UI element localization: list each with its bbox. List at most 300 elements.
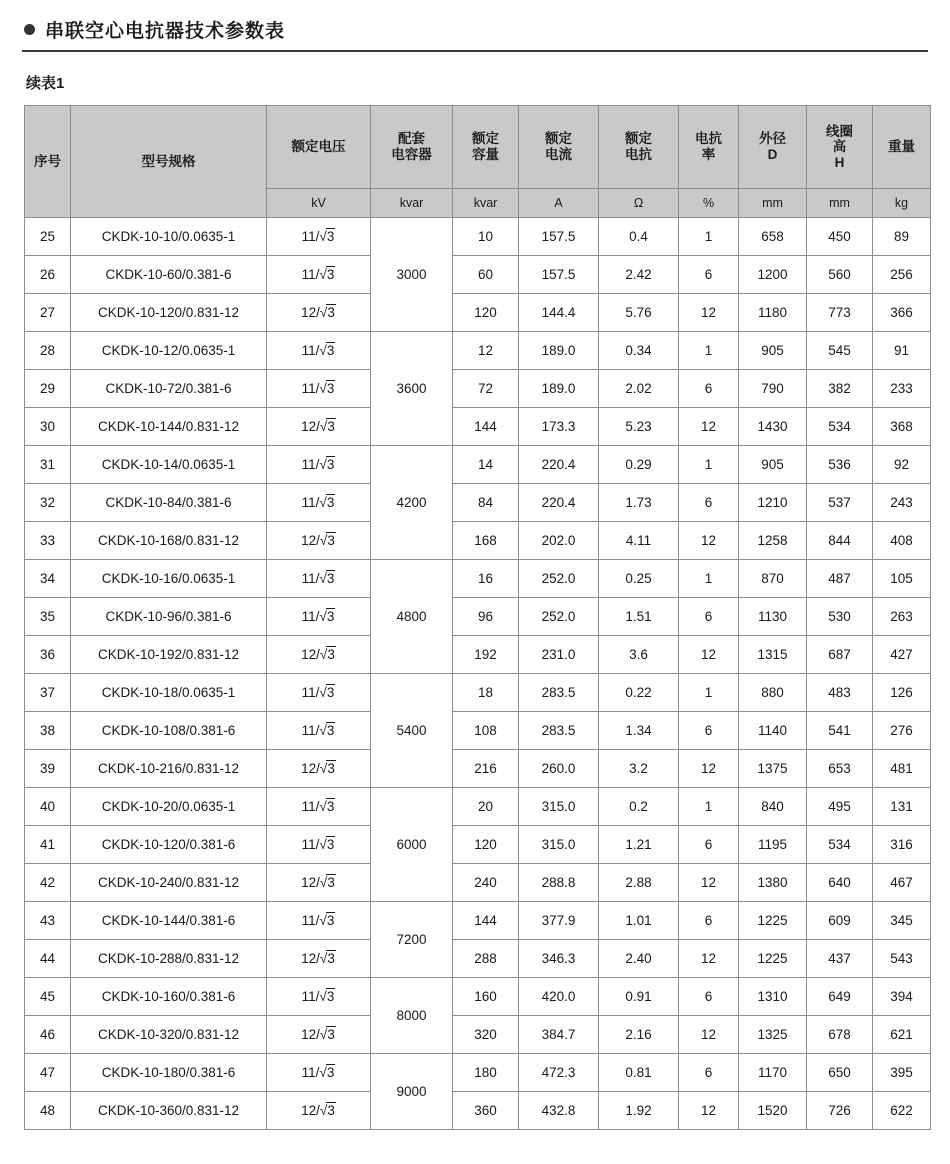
cell-model: CKDK-10-168/0.831-12 bbox=[71, 522, 267, 560]
cell-coil-height: 678 bbox=[807, 1016, 873, 1054]
cell-outer-diameter: 1310 bbox=[739, 978, 807, 1016]
cell-coil-height: 545 bbox=[807, 332, 873, 370]
cell-rated-current: 202.0 bbox=[519, 522, 599, 560]
cell-rated-reactance: 0.25 bbox=[599, 560, 679, 598]
cell-model: CKDK-10-18/0.0635-1 bbox=[71, 674, 267, 712]
cell-coil-height: 650 bbox=[807, 1054, 873, 1092]
cell-outer-diameter: 790 bbox=[739, 370, 807, 408]
cell-rated-current: 472.3 bbox=[519, 1054, 599, 1092]
cell-index: 37 bbox=[25, 674, 71, 712]
unit-reactance-rate: % bbox=[679, 189, 739, 218]
cell-rated-capacity: 84 bbox=[453, 484, 519, 522]
cell-index: 48 bbox=[25, 1092, 71, 1130]
cell-voltage: 12/√3 bbox=[267, 864, 371, 902]
page-title: 串联空心电抗器技术参数表 bbox=[45, 21, 286, 42]
cell-reactance-rate: 12 bbox=[679, 864, 739, 902]
cell-rated-capacity: 180 bbox=[453, 1054, 519, 1092]
cell-rated-capacity: 14 bbox=[453, 446, 519, 484]
cell-outer-diameter: 1130 bbox=[739, 598, 807, 636]
cell-capacitor: 3000 bbox=[371, 218, 453, 332]
cell-weight: 481 bbox=[873, 750, 931, 788]
cell-outer-diameter: 1375 bbox=[739, 750, 807, 788]
cell-reactance-rate: 1 bbox=[679, 446, 739, 484]
cell-reactance-rate: 6 bbox=[679, 902, 739, 940]
cell-rated-reactance: 1.92 bbox=[599, 1092, 679, 1130]
table-row bbox=[25, 1016, 931, 1054]
cell-reactance-rate: 12 bbox=[679, 1092, 739, 1130]
cell-coil-height: 653 bbox=[807, 750, 873, 788]
cell-coil-height: 437 bbox=[807, 940, 873, 978]
col-header-capacitor bbox=[371, 106, 453, 189]
cell-weight: 316 bbox=[873, 826, 931, 864]
table-row bbox=[25, 902, 931, 940]
cell-rated-current: 432.8 bbox=[519, 1092, 599, 1130]
cell-model: CKDK-10-144/0.831-12 bbox=[71, 408, 267, 446]
cell-rated-current: 315.0 bbox=[519, 788, 599, 826]
cell-model: CKDK-10-16/0.0635-1 bbox=[71, 560, 267, 598]
cell-index: 43 bbox=[25, 902, 71, 940]
col-header-rated-reactance bbox=[599, 106, 679, 189]
cell-model: CKDK-10-108/0.381-6 bbox=[71, 712, 267, 750]
col-header-outer-diameter bbox=[739, 106, 807, 189]
cell-outer-diameter: 1325 bbox=[739, 1016, 807, 1054]
cell-index: 32 bbox=[25, 484, 71, 522]
cell-capacitor: 9000 bbox=[371, 1054, 453, 1130]
cell-rated-capacity: 360 bbox=[453, 1092, 519, 1130]
col-header-reactance-rate-line2: 率 bbox=[701, 147, 716, 162]
col-header-capacitor-line1: 配套 bbox=[398, 131, 425, 147]
cell-reactance-rate: 12 bbox=[679, 750, 739, 788]
cell-weight: 467 bbox=[873, 864, 931, 902]
cell-index: 34 bbox=[25, 560, 71, 598]
cell-weight: 126 bbox=[873, 674, 931, 712]
cell-rated-current: 252.0 bbox=[519, 560, 599, 598]
cell-weight: 621 bbox=[873, 1016, 931, 1054]
cell-outer-diameter: 880 bbox=[739, 674, 807, 712]
cell-weight: 394 bbox=[873, 978, 931, 1016]
col-header-rated-reactance-line1: 额定 bbox=[625, 131, 652, 147]
cell-outer-diameter: 870 bbox=[739, 560, 807, 598]
cell-outer-diameter: 840 bbox=[739, 788, 807, 826]
cell-rated-capacity: 160 bbox=[453, 978, 519, 1016]
cell-rated-current: 283.5 bbox=[519, 674, 599, 712]
col-header-coil-height bbox=[807, 106, 873, 189]
cell-model: CKDK-10-160/0.381-6 bbox=[71, 978, 267, 1016]
unit-rated-current: A bbox=[519, 189, 599, 218]
cell-rated-current: 384.7 bbox=[519, 1016, 599, 1054]
cell-rated-reactance: 1.21 bbox=[599, 826, 679, 864]
cell-outer-diameter: 905 bbox=[739, 332, 807, 370]
col-header-rated-capacity-line1: 额定 bbox=[472, 131, 499, 147]
cell-model: CKDK-10-180/0.381-6 bbox=[71, 1054, 267, 1092]
cell-rated-reactance: 2.40 bbox=[599, 940, 679, 978]
cell-weight: 243 bbox=[873, 484, 931, 522]
cell-reactance-rate: 6 bbox=[679, 826, 739, 864]
cell-model: CKDK-10-12/0.0635-1 bbox=[71, 332, 267, 370]
cell-voltage: 11/√3 bbox=[267, 560, 371, 598]
col-header-reactance-rate bbox=[679, 106, 739, 189]
col-header-voltage: 额定电压 bbox=[267, 106, 371, 189]
cell-voltage: 12/√3 bbox=[267, 294, 371, 332]
cell-outer-diameter: 1200 bbox=[739, 256, 807, 294]
cell-rated-reactance: 5.76 bbox=[599, 294, 679, 332]
cell-rated-current: 346.3 bbox=[519, 940, 599, 978]
cell-reactance-rate: 6 bbox=[679, 256, 739, 294]
cell-reactance-rate: 1 bbox=[679, 674, 739, 712]
col-header-rated-reactance-line2: 电抗 bbox=[625, 147, 652, 162]
cell-voltage: 11/√3 bbox=[267, 256, 371, 294]
cell-capacitor: 7200 bbox=[371, 902, 453, 978]
cell-reactance-rate: 1 bbox=[679, 560, 739, 598]
cell-rated-current: 315.0 bbox=[519, 826, 599, 864]
cell-capacitor: 6000 bbox=[371, 788, 453, 902]
cell-rated-reactance: 0.2 bbox=[599, 788, 679, 826]
cell-model: CKDK-10-14/0.0635-1 bbox=[71, 446, 267, 484]
cell-weight: 366 bbox=[873, 294, 931, 332]
col-header-rated-current-line2: 电流 bbox=[545, 147, 572, 162]
cell-weight: 395 bbox=[873, 1054, 931, 1092]
table-row bbox=[25, 294, 931, 332]
cell-rated-capacity: 320 bbox=[453, 1016, 519, 1054]
cell-model: CKDK-10-96/0.381-6 bbox=[71, 598, 267, 636]
table-body bbox=[25, 218, 931, 1130]
cell-reactance-rate: 12 bbox=[679, 522, 739, 560]
col-header-coil-height-line2: 高 bbox=[832, 139, 847, 155]
cell-coil-height: 534 bbox=[807, 408, 873, 446]
cell-rated-capacity: 288 bbox=[453, 940, 519, 978]
unit-capacitor: kvar bbox=[371, 189, 453, 218]
cell-voltage: 11/√3 bbox=[267, 446, 371, 484]
cell-rated-reactance: 4.11 bbox=[599, 522, 679, 560]
cell-index: 35 bbox=[25, 598, 71, 636]
table-row bbox=[25, 408, 931, 446]
cell-rated-current: 157.5 bbox=[519, 218, 599, 256]
cell-voltage: 11/√3 bbox=[267, 826, 371, 864]
cell-voltage: 12/√3 bbox=[267, 522, 371, 560]
cell-reactance-rate: 6 bbox=[679, 978, 739, 1016]
cell-outer-diameter: 905 bbox=[739, 446, 807, 484]
cell-coil-height: 487 bbox=[807, 560, 873, 598]
cell-rated-reactance: 1.51 bbox=[599, 598, 679, 636]
cell-voltage: 11/√3 bbox=[267, 674, 371, 712]
cell-model: CKDK-10-192/0.831-12 bbox=[71, 636, 267, 674]
cell-rated-capacity: 108 bbox=[453, 712, 519, 750]
cell-rated-capacity: 20 bbox=[453, 788, 519, 826]
cell-voltage: 11/√3 bbox=[267, 218, 371, 256]
table-head bbox=[25, 106, 931, 218]
cell-model: CKDK-10-144/0.381-6 bbox=[71, 902, 267, 940]
cell-voltage: 11/√3 bbox=[267, 788, 371, 826]
cell-outer-diameter: 1195 bbox=[739, 826, 807, 864]
cell-voltage: 11/√3 bbox=[267, 1054, 371, 1092]
table-row bbox=[25, 978, 931, 1016]
col-header-index: 序号 bbox=[25, 106, 71, 218]
col-header-rated-current-line1: 额定 bbox=[545, 131, 572, 147]
cell-reactance-rate: 1 bbox=[679, 788, 739, 826]
cell-rated-capacity: 16 bbox=[453, 560, 519, 598]
cell-index: 45 bbox=[25, 978, 71, 1016]
unit-rated-reactance: Ω bbox=[599, 189, 679, 218]
table-row bbox=[25, 712, 931, 750]
cell-weight: 131 bbox=[873, 788, 931, 826]
unit-weight: kg bbox=[873, 189, 931, 218]
cell-voltage: 11/√3 bbox=[267, 332, 371, 370]
cell-rated-capacity: 96 bbox=[453, 598, 519, 636]
cell-coil-height: 382 bbox=[807, 370, 873, 408]
cell-index: 27 bbox=[25, 294, 71, 332]
cell-rated-current: 283.5 bbox=[519, 712, 599, 750]
cell-voltage: 11/√3 bbox=[267, 712, 371, 750]
cell-weight: 263 bbox=[873, 598, 931, 636]
col-header-rated-capacity-line2: 容量 bbox=[472, 147, 499, 162]
cell-rated-capacity: 168 bbox=[453, 522, 519, 560]
cell-model: CKDK-10-60/0.381-6 bbox=[71, 256, 267, 294]
table-row bbox=[25, 788, 931, 826]
cell-reactance-rate: 6 bbox=[679, 484, 739, 522]
cell-index: 42 bbox=[25, 864, 71, 902]
cell-voltage: 11/√3 bbox=[267, 484, 371, 522]
cell-voltage: 11/√3 bbox=[267, 978, 371, 1016]
cell-outer-diameter: 1380 bbox=[739, 864, 807, 902]
cell-outer-diameter: 1430 bbox=[739, 408, 807, 446]
unit-voltage: kV bbox=[267, 189, 371, 218]
cell-model: CKDK-10-72/0.381-6 bbox=[71, 370, 267, 408]
cell-rated-capacity: 144 bbox=[453, 902, 519, 940]
cell-rated-capacity: 120 bbox=[453, 294, 519, 332]
cell-coil-height: 609 bbox=[807, 902, 873, 940]
cell-weight: 92 bbox=[873, 446, 931, 484]
table-row bbox=[25, 598, 931, 636]
cell-weight: 368 bbox=[873, 408, 931, 446]
cell-coil-height: 495 bbox=[807, 788, 873, 826]
cell-voltage: 11/√3 bbox=[267, 598, 371, 636]
cell-rated-capacity: 18 bbox=[453, 674, 519, 712]
col-header-outer-diameter-line2: D bbox=[767, 147, 778, 162]
cell-rated-capacity: 12 bbox=[453, 332, 519, 370]
cell-weight: 89 bbox=[873, 218, 931, 256]
cell-rated-reactance: 0.22 bbox=[599, 674, 679, 712]
cell-rated-current: 157.5 bbox=[519, 256, 599, 294]
cell-rated-current: 173.3 bbox=[519, 408, 599, 446]
cell-reactance-rate: 6 bbox=[679, 370, 739, 408]
document-header bbox=[22, 14, 928, 43]
col-header-rated-capacity bbox=[453, 106, 519, 189]
cell-voltage: 12/√3 bbox=[267, 636, 371, 674]
cell-index: 30 bbox=[25, 408, 71, 446]
cell-coil-height: 560 bbox=[807, 256, 873, 294]
cell-coil-height: 530 bbox=[807, 598, 873, 636]
cell-coil-height: 450 bbox=[807, 218, 873, 256]
cell-rated-current: 377.9 bbox=[519, 902, 599, 940]
cell-rated-reactance: 0.81 bbox=[599, 1054, 679, 1092]
cell-rated-capacity: 216 bbox=[453, 750, 519, 788]
cell-rated-reactance: 3.6 bbox=[599, 636, 679, 674]
cell-coil-height: 773 bbox=[807, 294, 873, 332]
table-row bbox=[25, 332, 931, 370]
cell-coil-height: 541 bbox=[807, 712, 873, 750]
table-row bbox=[25, 636, 931, 674]
table-row bbox=[25, 1092, 931, 1130]
cell-rated-reactance: 0.4 bbox=[599, 218, 679, 256]
col-header-outer-diameter-line1: 外径 bbox=[759, 131, 786, 147]
cell-rated-capacity: 60 bbox=[453, 256, 519, 294]
cell-rated-reactance: 0.29 bbox=[599, 446, 679, 484]
cell-rated-reactance: 2.02 bbox=[599, 370, 679, 408]
cell-rated-reactance: 5.23 bbox=[599, 408, 679, 446]
cell-capacitor: 4200 bbox=[371, 446, 453, 560]
cell-rated-reactance: 0.91 bbox=[599, 978, 679, 1016]
cell-index: 31 bbox=[25, 446, 71, 484]
cell-rated-capacity: 240 bbox=[453, 864, 519, 902]
cell-coil-height: 534 bbox=[807, 826, 873, 864]
cell-weight: 622 bbox=[873, 1092, 931, 1130]
table-row bbox=[25, 674, 931, 712]
cell-rated-reactance: 3.2 bbox=[599, 750, 679, 788]
col-header-coil-height-line3: H bbox=[834, 154, 845, 170]
cell-rated-reactance: 2.88 bbox=[599, 864, 679, 902]
cell-reactance-rate: 6 bbox=[679, 1054, 739, 1092]
unit-coil-height: mm bbox=[807, 189, 873, 218]
cell-coil-height: 536 bbox=[807, 446, 873, 484]
cell-index: 46 bbox=[25, 1016, 71, 1054]
cell-model: CKDK-10-240/0.831-12 bbox=[71, 864, 267, 902]
unit-outer-diameter: mm bbox=[739, 189, 807, 218]
cell-outer-diameter: 1180 bbox=[739, 294, 807, 332]
cell-rated-capacity: 192 bbox=[453, 636, 519, 674]
table-row bbox=[25, 826, 931, 864]
table-row bbox=[25, 218, 931, 256]
cell-model: CKDK-10-216/0.831-12 bbox=[71, 750, 267, 788]
table-row bbox=[25, 750, 931, 788]
col-header-capacitor-line2: 电容器 bbox=[391, 147, 432, 162]
cell-coil-height: 844 bbox=[807, 522, 873, 560]
cell-voltage: 12/√3 bbox=[267, 750, 371, 788]
col-header-reactance-rate-line1: 电抗 bbox=[695, 131, 722, 147]
cell-weight: 345 bbox=[873, 902, 931, 940]
table-row bbox=[25, 864, 931, 902]
cell-index: 47 bbox=[25, 1054, 71, 1092]
cell-voltage: 12/√3 bbox=[267, 940, 371, 978]
table-row bbox=[25, 940, 931, 978]
cell-model: CKDK-10-20/0.0635-1 bbox=[71, 788, 267, 826]
cell-coil-height: 726 bbox=[807, 1092, 873, 1130]
cell-rated-current: 189.0 bbox=[519, 332, 599, 370]
cell-index: 26 bbox=[25, 256, 71, 294]
cell-rated-current: 231.0 bbox=[519, 636, 599, 674]
cell-coil-height: 483 bbox=[807, 674, 873, 712]
cell-voltage: 11/√3 bbox=[267, 902, 371, 940]
cell-model: CKDK-10-360/0.831-12 bbox=[71, 1092, 267, 1130]
cell-reactance-rate: 1 bbox=[679, 218, 739, 256]
cell-rated-capacity: 72 bbox=[453, 370, 519, 408]
cell-index: 40 bbox=[25, 788, 71, 826]
cell-weight: 233 bbox=[873, 370, 931, 408]
cell-weight: 427 bbox=[873, 636, 931, 674]
cell-outer-diameter: 1225 bbox=[739, 940, 807, 978]
cell-rated-current: 288.8 bbox=[519, 864, 599, 902]
col-header-coil-height-line1: 线圈 bbox=[826, 123, 853, 139]
cell-outer-diameter: 1258 bbox=[739, 522, 807, 560]
cell-weight: 91 bbox=[873, 332, 931, 370]
cell-weight: 256 bbox=[873, 256, 931, 294]
cell-reactance-rate: 6 bbox=[679, 712, 739, 750]
cell-reactance-rate: 12 bbox=[679, 294, 739, 332]
cell-index: 29 bbox=[25, 370, 71, 408]
cell-index: 25 bbox=[25, 218, 71, 256]
cell-index: 41 bbox=[25, 826, 71, 864]
cell-reactance-rate: 1 bbox=[679, 332, 739, 370]
cell-reactance-rate: 12 bbox=[679, 940, 739, 978]
cell-rated-current: 144.4 bbox=[519, 294, 599, 332]
cell-outer-diameter: 658 bbox=[739, 218, 807, 256]
cell-weight: 276 bbox=[873, 712, 931, 750]
col-header-model: 型号规格 bbox=[71, 106, 267, 218]
cell-outer-diameter: 1140 bbox=[739, 712, 807, 750]
cell-rated-reactance: 1.34 bbox=[599, 712, 679, 750]
cell-model: CKDK-10-288/0.831-12 bbox=[71, 940, 267, 978]
cell-voltage: 12/√3 bbox=[267, 408, 371, 446]
table-row bbox=[25, 370, 931, 408]
cell-voltage: 12/√3 bbox=[267, 1092, 371, 1130]
table-row bbox=[25, 560, 931, 598]
cell-coil-height: 649 bbox=[807, 978, 873, 1016]
cell-rated-current: 189.0 bbox=[519, 370, 599, 408]
cell-weight: 408 bbox=[873, 522, 931, 560]
cell-rated-current: 260.0 bbox=[519, 750, 599, 788]
cell-rated-capacity: 144 bbox=[453, 408, 519, 446]
cell-model: CKDK-10-10/0.0635-1 bbox=[71, 218, 267, 256]
cell-reactance-rate: 6 bbox=[679, 598, 739, 636]
cell-capacitor: 4800 bbox=[371, 560, 453, 674]
cell-model: CKDK-10-120/0.831-12 bbox=[71, 294, 267, 332]
cell-weight: 543 bbox=[873, 940, 931, 978]
col-header-rated-current bbox=[519, 106, 599, 189]
table-row bbox=[25, 446, 931, 484]
col-header-weight: 重量 bbox=[873, 106, 931, 189]
cell-rated-capacity: 120 bbox=[453, 826, 519, 864]
cell-index: 36 bbox=[25, 636, 71, 674]
cell-weight: 105 bbox=[873, 560, 931, 598]
cell-voltage: 11/√3 bbox=[267, 370, 371, 408]
header-row-main bbox=[25, 106, 931, 189]
cell-coil-height: 640 bbox=[807, 864, 873, 902]
cell-rated-capacity: 10 bbox=[453, 218, 519, 256]
bullet-dot-icon bbox=[24, 24, 35, 35]
cell-rated-current: 420.0 bbox=[519, 978, 599, 1016]
cell-outer-diameter: 1520 bbox=[739, 1092, 807, 1130]
cell-model: CKDK-10-320/0.831-12 bbox=[71, 1016, 267, 1054]
cell-outer-diameter: 1210 bbox=[739, 484, 807, 522]
cell-rated-reactance: 0.34 bbox=[599, 332, 679, 370]
cell-capacitor: 3600 bbox=[371, 332, 453, 446]
cell-rated-current: 252.0 bbox=[519, 598, 599, 636]
spec-table bbox=[24, 105, 931, 1130]
cell-rated-reactance: 1.73 bbox=[599, 484, 679, 522]
cell-rated-reactance: 2.16 bbox=[599, 1016, 679, 1054]
cell-index: 39 bbox=[25, 750, 71, 788]
cell-reactance-rate: 12 bbox=[679, 636, 739, 674]
cell-index: 28 bbox=[25, 332, 71, 370]
cell-rated-reactance: 2.42 bbox=[599, 256, 679, 294]
cell-model: CKDK-10-84/0.381-6 bbox=[71, 484, 267, 522]
cell-outer-diameter: 1170 bbox=[739, 1054, 807, 1092]
cell-rated-current: 220.4 bbox=[519, 446, 599, 484]
cell-capacitor: 5400 bbox=[371, 674, 453, 788]
cell-rated-current: 220.4 bbox=[519, 484, 599, 522]
cell-index: 33 bbox=[25, 522, 71, 560]
cell-index: 38 bbox=[25, 712, 71, 750]
cell-rated-reactance: 1.01 bbox=[599, 902, 679, 940]
